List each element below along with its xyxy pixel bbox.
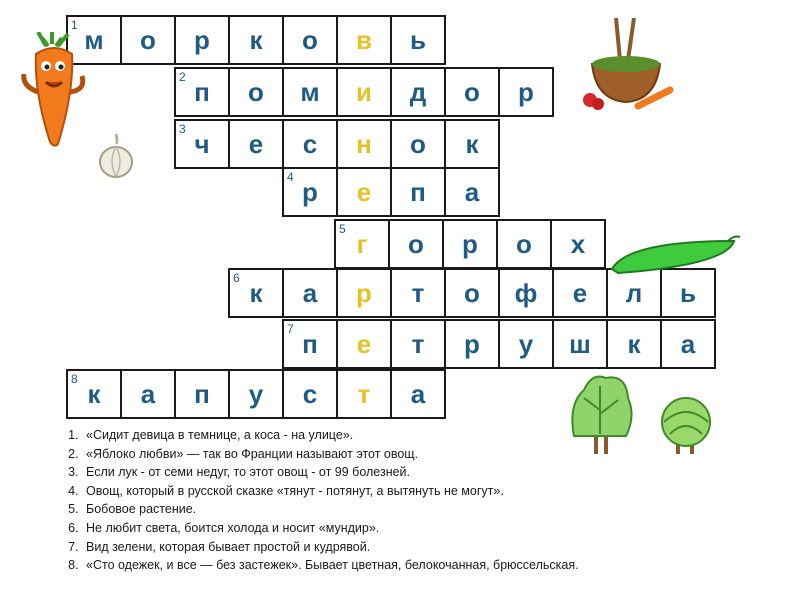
clue-number: 4 [287, 170, 294, 184]
crossword-cell [176, 121, 230, 167]
cell-letter: ь [410, 24, 426, 55]
crossword-key-cell [338, 121, 392, 167]
crossword-row-1 [66, 15, 446, 65]
cell-letter: п [194, 76, 210, 107]
cell-letter: м [300, 76, 320, 107]
crossword-cell [176, 371, 230, 417]
crossword-row-5 [334, 219, 606, 269]
clue-item: 4. Овощ, который в русской сказке «тянут - потянут, а вытянуть не могут». [82, 482, 800, 501]
clue-number: 6 [233, 271, 240, 285]
cell-letter: ч [194, 128, 210, 159]
crossword-cell [230, 121, 284, 167]
crossword-cell [176, 69, 230, 115]
cell-letter: к [87, 378, 101, 409]
crossword-cell [284, 69, 338, 115]
crossword-cell [500, 321, 554, 367]
cell-letter: д [409, 76, 427, 107]
cell-letter: т [411, 277, 425, 308]
clue-item: 5. Бобовое растение. [82, 500, 800, 519]
crossword-cell [230, 17, 284, 63]
cell-letter: к [465, 128, 479, 159]
crossword-cell [122, 17, 176, 63]
crossword-cell [500, 270, 554, 316]
crossword-cell [392, 371, 444, 417]
crossword-cell [498, 221, 552, 267]
crossword-key-cell [336, 221, 390, 267]
clue-item: 1. «Сидит девица в темнице, а коса - на улице». [82, 426, 800, 445]
crossword-cell [392, 169, 446, 215]
cell-letter: о [302, 24, 318, 55]
cell-letter: т [357, 378, 371, 409]
crossword-key-cell [338, 169, 392, 215]
crossword-cell [284, 270, 338, 316]
salad-bowl-icon [576, 14, 676, 114]
crossword-row-7 [282, 319, 716, 369]
crossword-cell [392, 270, 446, 316]
cell-letter: е [356, 176, 372, 207]
cell-letter: а [464, 176, 480, 207]
crossword-cell [554, 270, 608, 316]
cell-letter: е [248, 128, 264, 159]
cell-letter: у [518, 328, 534, 359]
cell-letter: о [464, 76, 480, 107]
crossword-cell [284, 371, 338, 417]
crossword-cell [392, 17, 444, 63]
crossword-cell [230, 69, 284, 115]
cell-letter: ф [514, 277, 538, 308]
crossword-cell [284, 121, 338, 167]
cell-letter: п [302, 328, 318, 359]
clue-item: 8. «Сто одежек, и все — без застежек». Бывает цветная, белокочанная, брюссельская. [82, 556, 800, 575]
cell-letter: о [410, 128, 426, 159]
cell-letter: о [248, 76, 264, 107]
clue-number: 3 [179, 122, 186, 136]
crossword-cell [392, 69, 446, 115]
crossword-cell [230, 270, 284, 316]
crossword-cell [554, 321, 608, 367]
clue-number: 7 [287, 322, 294, 336]
crossword-cell [392, 321, 446, 367]
cell-letter: р [356, 277, 372, 308]
cell-letter: ь [680, 277, 696, 308]
pea-pod-icon [608, 235, 744, 277]
cell-letter: м [84, 24, 104, 55]
crossword-row-8 [66, 369, 446, 419]
carrot-character-icon [18, 32, 90, 150]
cell-letter: р [462, 228, 478, 259]
crossword-cell [176, 17, 230, 63]
crossword-key-cell [338, 69, 392, 115]
clue-number: 2 [179, 70, 186, 84]
cell-letter: о [464, 277, 480, 308]
crossword-cell [444, 221, 498, 267]
cell-letter: л [625, 277, 643, 308]
crossword-key-cell [338, 270, 392, 316]
crossword-cell [390, 221, 444, 267]
crossword-cell [608, 321, 662, 367]
crossword-cell [68, 371, 122, 417]
crossword-cell [446, 69, 500, 115]
clue-number: 1 [71, 18, 78, 32]
cell-letter: о [408, 228, 424, 259]
crossword-row-3 [174, 119, 500, 169]
cell-letter: х [570, 228, 586, 259]
crossword-cell [284, 17, 338, 63]
cell-letter: с [302, 128, 318, 159]
cell-letter: н [356, 128, 372, 159]
cell-letter: у [248, 378, 264, 409]
cell-letter: а [302, 277, 318, 308]
cell-letter: в [356, 24, 372, 55]
cell-letter: т [411, 328, 425, 359]
crossword-cell [284, 321, 338, 367]
cell-letter: о [140, 24, 156, 55]
cell-letter: е [572, 277, 588, 308]
crossword-cell [552, 221, 604, 267]
crossword-cell [446, 121, 498, 167]
cell-letter: п [410, 176, 426, 207]
cell-letter: а [680, 328, 696, 359]
crossword-cell [392, 121, 446, 167]
cell-letter: а [140, 378, 156, 409]
cell-letter: г [356, 228, 368, 259]
cell-letter: р [518, 76, 534, 107]
cell-letter: р [194, 24, 210, 55]
clue-item: 7. Вид зелени, которая бывает простой и кудрявой. [82, 538, 800, 557]
cell-letter: р [302, 176, 318, 207]
cell-letter: р [464, 328, 480, 359]
clue-item: 6. Не любит света, боится холода и носит «мундир». [82, 519, 800, 538]
cell-letter: а [410, 378, 426, 409]
cell-letter: о [516, 228, 532, 259]
crossword-key-cell [338, 321, 392, 367]
crossword-cell [122, 371, 176, 417]
crossword-cell [500, 69, 552, 115]
clue-number: 8 [71, 372, 78, 386]
crossword-key-cell [338, 371, 392, 417]
cell-letter: ш [569, 328, 591, 359]
cell-letter: к [249, 24, 263, 55]
crossword-cell [662, 321, 714, 367]
crossword-cell [446, 270, 500, 316]
crossword-cell [446, 321, 500, 367]
clue-item: 3. Если лук - от семи недуг, то этот овощ - от 99 болезней. [82, 463, 800, 482]
cell-letter: и [356, 76, 372, 107]
crossword-cell [284, 169, 338, 215]
crossword-cell [230, 371, 284, 417]
cell-letter: п [194, 378, 210, 409]
crossword-key-cell [338, 17, 392, 63]
cell-letter: к [627, 328, 641, 359]
cell-letter: е [356, 328, 372, 359]
lettuce-icon [566, 370, 636, 456]
cabbage-icon [656, 392, 716, 456]
crossword-cell [446, 169, 498, 215]
clue-number: 5 [339, 222, 346, 236]
cell-letter: с [302, 378, 318, 409]
clue-item: 2. «Яблоко любви» — так во Франции называют этот овощ. [82, 445, 800, 464]
crossword-row-4 [282, 167, 500, 217]
cell-letter: к [249, 277, 263, 308]
crossword-row-2 [174, 67, 554, 117]
garlic-icon [96, 130, 136, 180]
